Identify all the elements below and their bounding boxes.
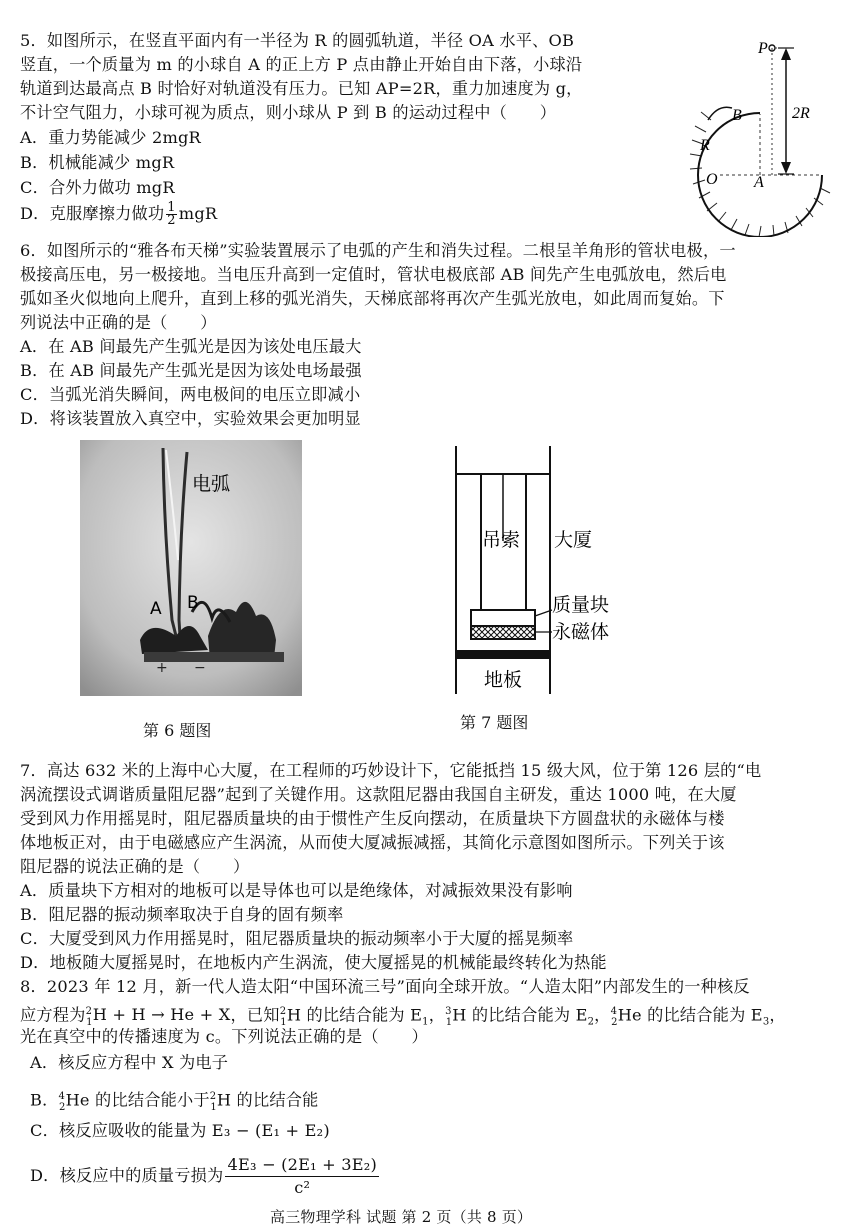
q7-option-b: B．阻尼器的振动频率取决于自身的固有频率 <box>20 905 344 924</box>
q5-label-a: A <box>754 174 764 191</box>
q5-label-r: R <box>700 137 710 154</box>
q6-option-c: C．当弧光消失瞬间，两电极间的电压立即减小 <box>20 385 361 404</box>
q6-photo-label-b: B <box>187 593 199 613</box>
q8-line2-d: ， <box>428 1005 446 1025</box>
q5-label-o: O <box>706 171 718 188</box>
q8-option-d <box>30 1154 379 1199</box>
q8-option-d-denominator: c² <box>294 1178 311 1197</box>
q8-stem-line-2: 应方程为$^2_1$H + H → He + X，已知$^2_1$H 的比结合能为 $E_1$，$^3_1$H 的比结合能为 $E_2$，$^4_2$He 的比结合能为 $E_3$， <box>20 1005 786 1028</box>
q7-stem-line-2: 涡流摆设式调谐质量阻尼器”起到了关键作用。这款阻尼器由我国自主研发，重达 1000 吨，在大厦 <box>20 785 737 804</box>
q5-stem-line-4: 不计空气阻力，小球可视为质点，则小球从 P 到 B 的运动过程中（ ） <box>20 103 557 122</box>
q8-option-b: B．$^4_2$He 的比结合能小于$^2_1$H 的比结合能 <box>30 1090 319 1113</box>
q6-option-b: B．在 AB 间最先产生弧光是因为该处电场最强 <box>20 361 362 380</box>
q8-option-a: A．核反应方程中 X 为电子 <box>30 1053 229 1072</box>
q5-option-d-prefix: D．克服摩擦力做功 <box>20 204 165 223</box>
q7-label-mass: 质量块 <box>552 594 610 616</box>
q5-option-c: C．合外力做功 mgR <box>20 178 175 197</box>
q7-option-c: C．大厦受到风力作用摇晃时，阻尼器质量块的振动频率小于大厦的摇晃频率 <box>20 929 574 948</box>
q8-option-b-text1: He 的比结合能小于 <box>65 1090 210 1110</box>
q5-option-d-fraction <box>166 202 176 227</box>
q8-option-d-numerator: 4E₃ − (2E₁ + 3E₂) <box>225 1154 379 1177</box>
q8-stem-line-3: 光在真空中的传播速度为 c。下列说法正确的是（ ） <box>20 1027 428 1046</box>
q6-photo-label-minus: − <box>194 660 206 676</box>
q6-photo-label-arc: 电弧 <box>192 473 231 495</box>
q6-stem-line-2: 极接高压电，另一极接地。当电压升高到一定值时，管状电极底部 AB 间先产生电弧放电，然后电 <box>20 265 727 284</box>
q5-option-a: A．重力势能减少 2mgR <box>20 128 201 147</box>
q6-option-d: D．将该装置放入真空中，实验效果会更加明显 <box>20 409 361 428</box>
q5-frac-num: 1 <box>167 200 176 215</box>
q7-stem-line-5: 阻尼器的说法正确的是（ ） <box>20 857 250 876</box>
q8-line2-b: ，已知 <box>230 1005 280 1025</box>
q8-line2-h: ， <box>769 1005 786 1025</box>
q7-label-building: 大厦 <box>554 529 593 551</box>
q8-line2-e: H 的比结合能为 E <box>452 1005 588 1025</box>
q5-option-d <box>20 202 217 227</box>
q5-stem-line-2: 竖直，一个质量为 m 的小球自 A 的正上方 P 点由静止开始自由下落，小球沿 <box>20 55 583 74</box>
q8-equation: $^2_1$H + H → He + X <box>85 1005 231 1028</box>
q6-photo-label-a: A <box>150 599 162 619</box>
q5-option-b: B．机械能减少 mgR <box>20 153 175 172</box>
q8-option-d-prefix: D．核反应中的质量亏损为 <box>30 1166 224 1185</box>
q7-stem-line-4: 体地板正对，由于电磁感应产生涡流，从而使大厦减振减摇，其简化示意图如图所示。下列关于该 <box>20 833 725 852</box>
page-footer: 高三物理学科 试题 第 2 页（共 8 页） <box>270 1208 533 1226</box>
q8-line2-g: He 的比结合能为 E <box>617 1005 763 1025</box>
q7-figure-caption: 第 7 题图 <box>460 713 529 732</box>
q5-label-b: B <box>732 107 742 124</box>
q7-stem-line-1: 7．高达 632 米的上海中心大厦，在工程师的巧妙设计下，它能抵挡 15 级大风，位于第 126 层的“电 <box>20 761 762 780</box>
q6-stem-line-4: 列说法中正确的是（ ） <box>20 313 217 332</box>
q6-figure-caption: 第 6 题图 <box>143 721 212 740</box>
q8-line2-f: ， <box>594 1005 611 1025</box>
q8-line2-a: 应方程为 <box>20 1005 86 1025</box>
q5-frac-den: 2 <box>167 213 176 228</box>
q8-stem-line-1: 8．2023 年 12 月，新一代人造太阳“中国环流三号”面向全球开放。“人造太阳”内部发生的一种核反 <box>20 977 750 996</box>
q6-photo-jacobs-ladder <box>80 440 302 696</box>
q7-option-d: D．地板随大厦摇晃时，在地板内产生涡流，使大厦摇晃的机械能最终转化为热能 <box>20 953 607 972</box>
q5-stem-line-1: 5．如图所示，在竖直平面内有一半径为 R 的圆弧轨道，半径 OA 水平、OB <box>20 31 575 50</box>
q8-equation-text: H + H → He + X <box>92 1005 231 1025</box>
q6-stem-line-1: 6．如图所示的“雅各布天梯”实验装置展示了电弧的产生和消失过程。二根呈羊角形的管状电极，一 <box>20 241 736 260</box>
q5-stem-line-3: 轨道到达最高点 B 时恰好对轨道没有压力。已知 AP=2R，重力加速度为 g， <box>20 79 583 98</box>
q5-option-d-suffix: mgR <box>178 204 218 223</box>
q8-option-b-text2: H 的比结合能 <box>216 1090 319 1110</box>
q6-stem-line-3: 弧如圣火似地向上爬升，直到上移的弧光消失，天梯底部将再次产生弧光放电，如此周而复始。下 <box>20 289 725 308</box>
q7-option-a: A．质量块下方相对的地板可以是导体也可以是绝缘体，对减振效果没有影响 <box>20 881 573 900</box>
q7-label-cable: 吊索 <box>482 529 521 551</box>
q6-option-a: A．在 AB 间最先产生弧光是因为该处电压最大 <box>20 337 362 356</box>
q5-label-2r: 2R <box>792 105 810 122</box>
q8-option-b-label: B． <box>30 1090 59 1110</box>
q6-photo-label-plus: + <box>156 660 168 676</box>
q7-figure-damper <box>440 446 630 696</box>
q5-label-p: P <box>758 40 768 57</box>
q7-label-floor: 地板 <box>484 669 523 691</box>
q8-option-d-fraction <box>225 1154 379 1199</box>
q5-figure-track <box>640 32 850 237</box>
q8-line2-c: H 的比结合能为 E <box>286 1005 423 1025</box>
q8-option-c: C．核反应吸收的能量为 E₃ − (E₁ + E₂) <box>30 1121 330 1140</box>
q7-label-magnet: 永磁体 <box>552 621 610 643</box>
q7-stem-line-3: 受到风力作用摇晃时，阻尼器质量块的由于惯性产生反向摆动，在质量块下方圆盘状的永磁体与楼 <box>20 809 725 828</box>
